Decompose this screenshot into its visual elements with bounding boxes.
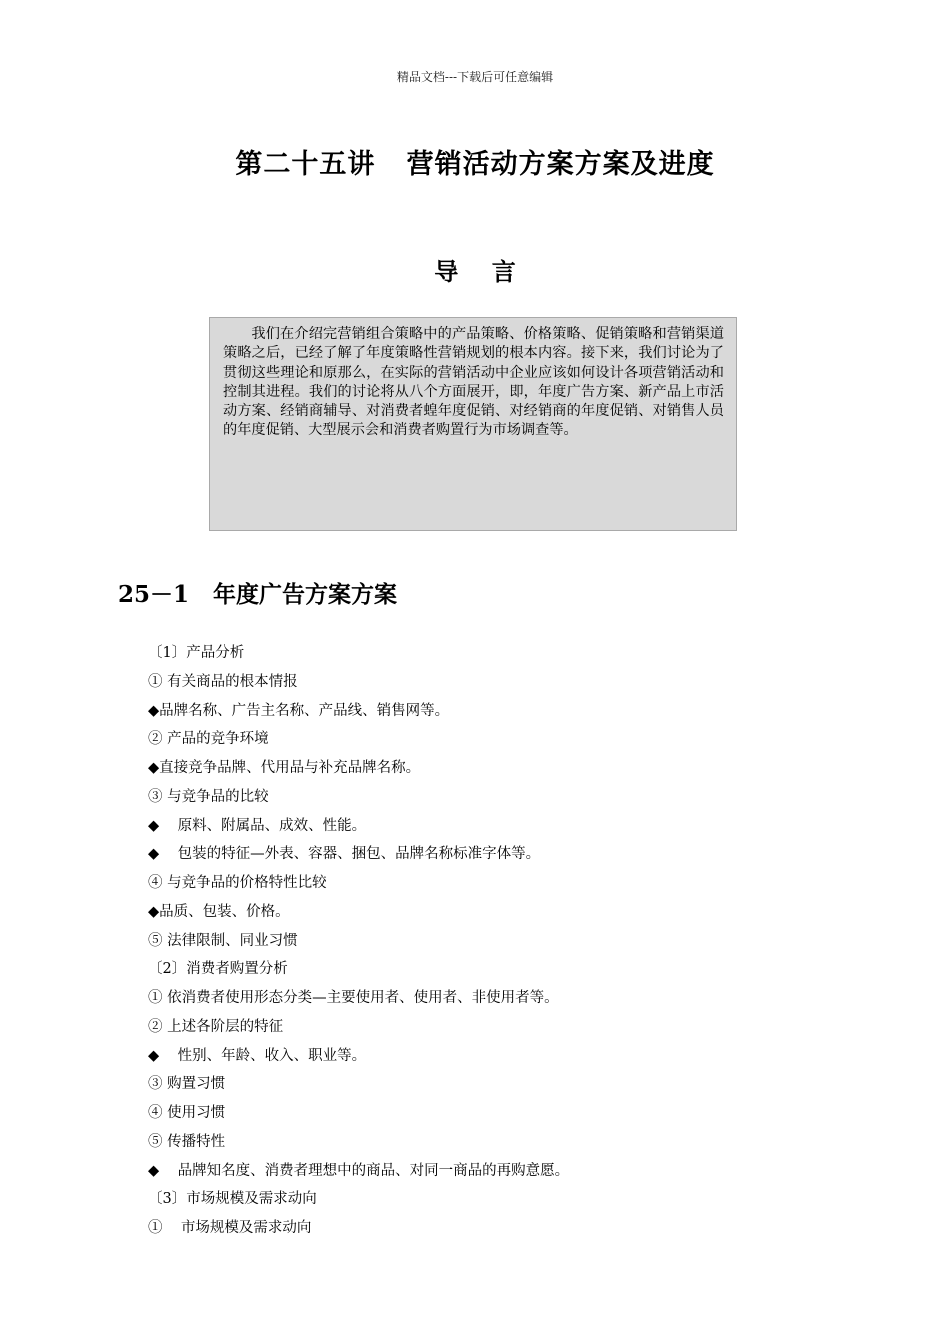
list-item: 〔3〕市场规模及需求动向	[148, 1191, 317, 1208]
list-item: 〔2〕消费者购置分析	[148, 961, 288, 978]
list-item: ◆品质、包装、价格。	[148, 903, 290, 920]
list-item: ① 市场规模及需求动向	[148, 1220, 312, 1236]
list-item: ◆直接竞争品牌、代用品与补充品牌名称。	[148, 760, 421, 776]
section-heading: 25－1 年度广告方案方案	[118, 581, 398, 608]
list-item: ④ 使用习惯	[148, 1105, 226, 1121]
intro-heading: 导 言	[434, 257, 516, 286]
list-item: ④ 与竞争品的价格特性比较	[148, 875, 327, 891]
list-item: 〔1〕产品分析	[148, 645, 245, 661]
intro-box	[209, 317, 737, 531]
list-item: ② 产品的竞争环境	[148, 731, 269, 748]
list-item: ① 有关商品的根本情报	[148, 673, 298, 690]
page-header-note: 精品文档---下载后可任意编辑	[396, 70, 554, 84]
list-item: ① 依消费者使用形态分类—主要使用者、使用者、非使用者等。	[148, 990, 559, 1006]
content-list	[148, 643, 868, 1247]
list-item: ⑤ 法律限制、同业习惯	[148, 932, 298, 949]
list-item: ⑤ 传播特性	[148, 1133, 226, 1150]
list-item: ③ 与竞争品的比较	[148, 788, 269, 805]
list-item: ◆品牌名称、广告主名称、产品线、销售网等。	[148, 702, 450, 719]
list-item: ③ 购置习惯	[148, 1076, 226, 1093]
list-item: ◆ 性别、年龄、收入、职业等。	[148, 1047, 367, 1064]
list-item: ◆ 原料、附属品、成效、性能。	[148, 817, 367, 834]
intro-paragraph: 我们在介绍完营销组合策略中的产品策略、价格策略、促销策略和营销渠道策略之后，已经了解了年度策略性营销规划的根本内容。接下来，我们讨论为了贯彻这些理论和原那么，在实际的营销活动中企业应该如何设计各项营销活动和控制其进程。我们的讨论将从八个方面展开，即，年度广告方案、新产品上市活动方案、经销商辅导、对消费者蝗年度促销、对经销商的年度促销、对销售人员的年度促销、大型展示会和消费者购置行为市场调查等。	[223, 326, 724, 439]
list-item: ② 上述各阶层的特征	[148, 1018, 284, 1035]
list-item: ◆ 品牌知名度、消费者理想中的商品、对同一商品的再购意愿。	[148, 1162, 570, 1179]
list-item: ◆ 包装的特征—外表、容器、捆包、品牌名称标准字体等。	[148, 846, 541, 863]
document-title: 第二十五讲 营销活动方案方案及进度	[235, 149, 715, 180]
